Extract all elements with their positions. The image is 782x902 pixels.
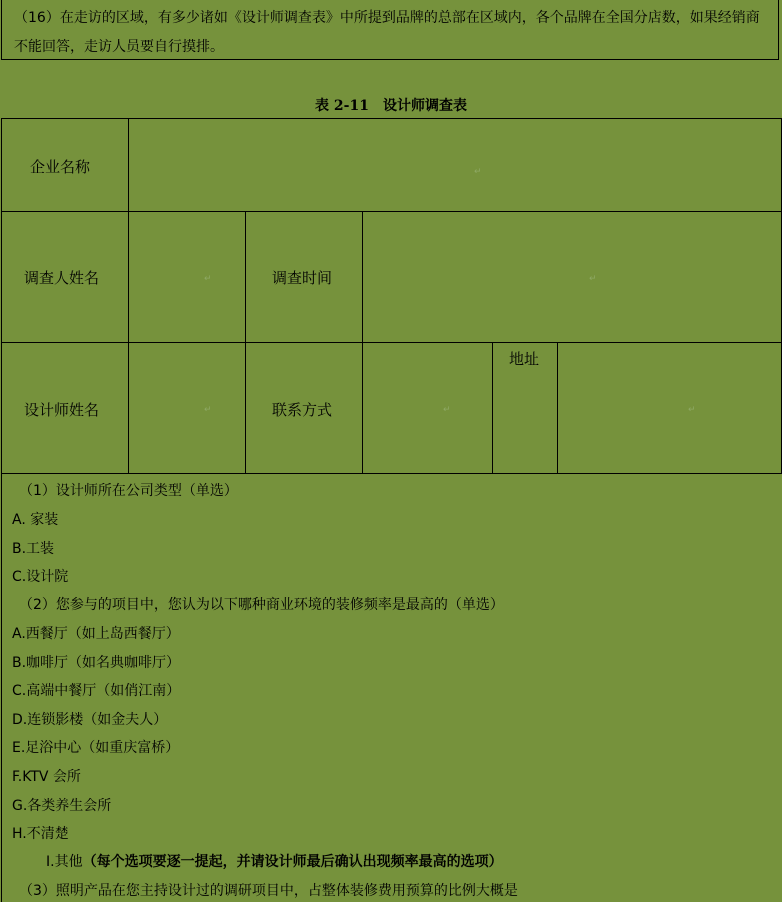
survey-time-label-cell — [245, 211, 363, 343]
contact-label-cell — [245, 342, 363, 474]
question-2: （2）您参与的项目中，您认为以下哪种商业环境的装修频率是最高的（单选） — [19, 597, 504, 613]
table-caption: 表 2-11 设计师调查表 — [315, 98, 467, 114]
address-label-cell — [492, 342, 558, 474]
q2-option-e: E.足浴中心（如重庆富桥） — [12, 740, 180, 756]
q2-option-b: B.咖啡厅（如名典咖啡厅） — [12, 655, 181, 671]
q1-option-a: A. 家装 — [12, 512, 59, 528]
q1-option-b: B.工装 — [12, 541, 55, 557]
address-label: 地址 — [509, 350, 540, 368]
survey-time-value-cell[interactable]: ↵ — [362, 211, 782, 343]
company-label: 企业名称 — [30, 158, 91, 176]
designer-label-cell — [1, 342, 129, 474]
intro-text: （16）在走访的区域，有多少诸如《设计师调查表》中所提到品牌的总部在区域内，各个品牌在全国分店数，如果经销商不能回答，走访人员要自行摸排。 — [14, 10, 760, 55]
q2-other-label: I.其他 — [46, 854, 83, 870]
company-value-cell[interactable]: ↵ — [128, 118, 782, 212]
q2-option-f: F.KTV 会所 — [12, 769, 81, 785]
question-1: （1）设计师所在公司类型（单选） — [19, 483, 238, 499]
question-section — [1, 473, 782, 902]
company-label-cell — [1, 118, 129, 212]
contact-label: 联系方式 — [272, 401, 333, 419]
q1-option-c: C.设计院 — [12, 569, 69, 585]
q2-option-h: H.不清楚 — [12, 826, 69, 842]
q2-option-d: D.连锁影楼（如金夫人） — [12, 712, 168, 728]
designer-value-cell[interactable]: ↵ — [128, 342, 246, 474]
contact-value-cell[interactable]: ↵ — [362, 342, 493, 474]
designer-label: 设计师姓名 — [24, 401, 100, 419]
investigator-value-cell[interactable]: ↵ — [128, 211, 246, 343]
question-3: （3）照明产品在您主持设计过的调研项目中，占整体装修费用预算的比例大概是 — [19, 883, 518, 899]
survey-time-label: 调查时间 — [272, 269, 333, 287]
intro-paragraph — [1, 0, 779, 60]
q2-option-i — [46, 851, 503, 871]
investigator-label: 调查人姓名 — [24, 269, 100, 287]
q2-option-g: G.各类养生会所 — [12, 798, 112, 814]
investigator-label-cell — [1, 211, 129, 343]
address-value-cell[interactable]: ↵ — [557, 342, 782, 474]
q2-option-a: A.西餐厅（如上岛西餐厅） — [12, 626, 180, 642]
q2-instruction-note: （每个选项要逐一提起，并请设计师最后确认出现频率最高的选项） — [82, 854, 503, 870]
q2-option-c: C.高端中餐厅（如俏江南） — [12, 683, 181, 699]
